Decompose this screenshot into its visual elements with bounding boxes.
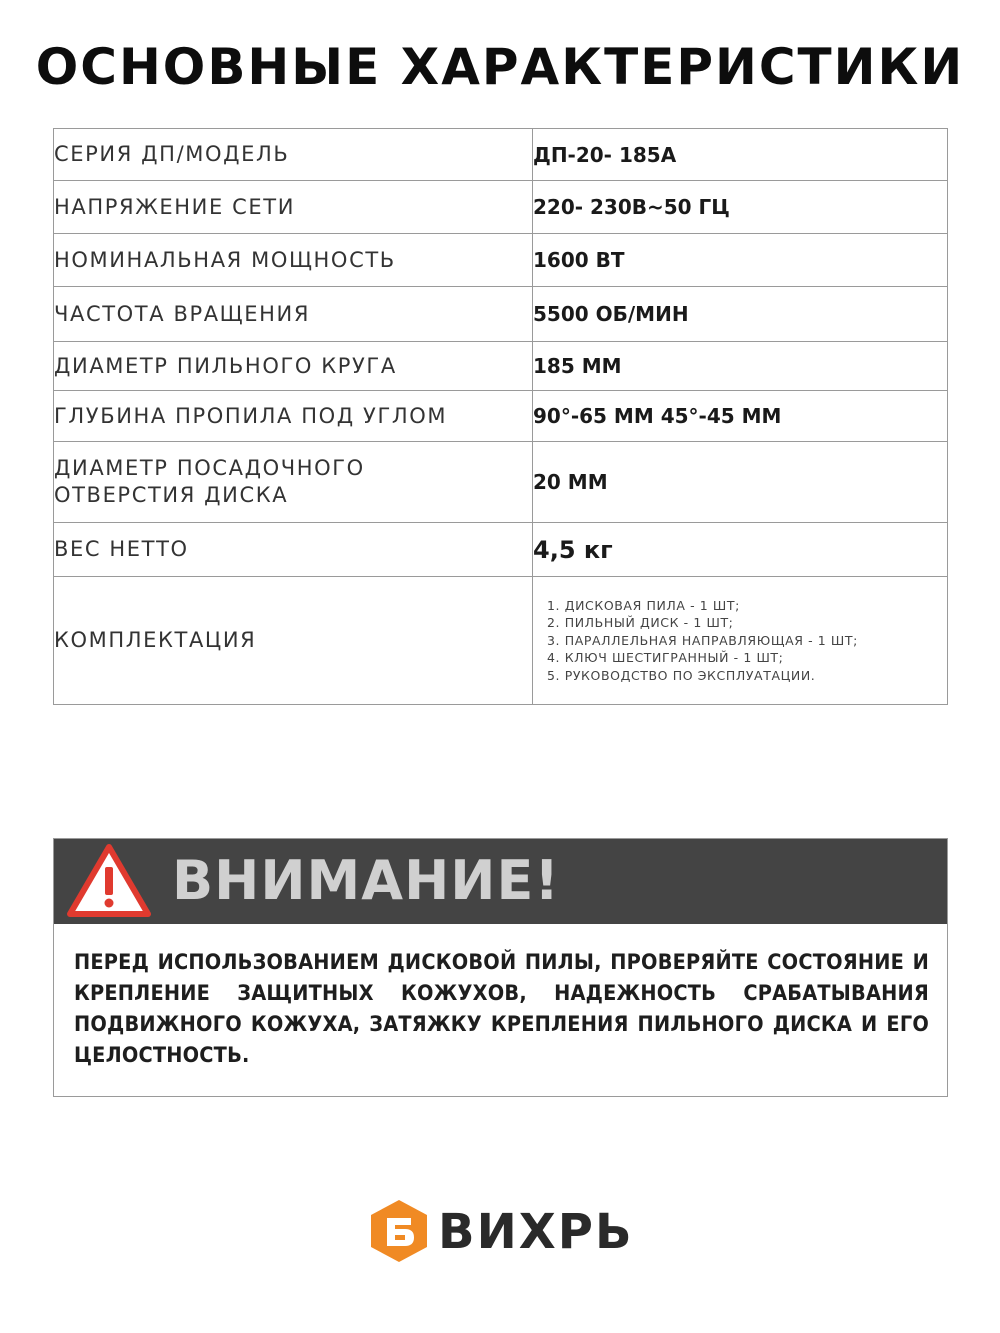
spec-label: КОМПЛЕКТАЦИЯ — [54, 577, 533, 705]
warning-box — [53, 838, 948, 1097]
spec-label: НАПРЯЖЕНИЕ СЕТИ — [54, 181, 533, 234]
table-row — [54, 391, 948, 442]
spec-value: 90°-65 ММ 45°-45 ММ — [533, 391, 948, 442]
list-item: 3. ПАРАЛЛЕЛЬНАЯ НАПРАВЛЯЮЩАЯ - 1 ШТ; — [547, 632, 858, 648]
warning-triangle-icon — [66, 843, 152, 919]
spec-label-line: ОТВЕРСТИЯ ДИСКА — [54, 483, 289, 507]
kit-cell — [533, 577, 948, 705]
warning-title: ВНИМАНИЕ! — [172, 849, 560, 912]
spec-label: НОМИНАЛЬНАЯ МОЩНОСТЬ — [54, 234, 533, 287]
spec-value: 20 ММ — [533, 442, 948, 523]
brand-hexagon-icon — [368, 1198, 430, 1264]
spec-label: ДИАМЕТР ПИЛЬНОГО КРУГА — [54, 342, 533, 391]
table-row — [54, 442, 948, 523]
spec-value: 1600 ВТ — [533, 234, 948, 287]
table-row — [54, 342, 948, 391]
table-row — [54, 523, 948, 577]
spec-label-line: ДИАМЕТР ПОСАДОЧНОГО — [54, 456, 365, 480]
spec-value: 5500 ОБ/МИН — [533, 287, 948, 342]
table-row — [54, 181, 948, 234]
spec-label: СЕРИЯ ДП/МОДЕЛЬ — [54, 129, 533, 181]
spec-value: ДП-20- 185А — [533, 129, 948, 181]
brand-logo — [368, 1198, 638, 1264]
list-item: 2. ПИЛЬНЫЙ ДИСК - 1 ШТ; — [547, 615, 734, 631]
table-row — [54, 234, 948, 287]
table-row — [54, 577, 948, 705]
spec-value: 185 ММ — [533, 342, 948, 391]
spec-value: 220- 230В~50 ГЦ — [533, 181, 948, 234]
warning-header — [54, 839, 947, 924]
table-row — [54, 129, 948, 181]
spec-value: 4,5 кг — [533, 523, 948, 577]
warning-text: ПЕРЕД ИСПОЛЬЗОВАНИЕМ ДИСКОВОЙ ПИЛЫ, ПРОВЕРЯЙТЕ СОСТОЯНИЕ И КРЕПЛЕНИЕ ЗАЩИТНЫХ КОЖУХОВ, НАДЕЖНОСТЬ СРАБАТЫВАНИЯ ПОДВИЖНОГО КОЖУХА, ЗАТЯЖКУ КРЕПЛЕНИЯ ПИЛЬНОГО ДИСКА И ЕГО ЦЕЛОСТНОСТЬ. — [74, 950, 929, 1068]
page-title: ОСНОВНЫЕ ХАРАКТЕРИСТИКИ — [35, 38, 965, 96]
spec-label: ЧАСТОТА ВРАЩЕНИЯ — [54, 287, 533, 342]
spec-label: ВЕС НЕТТО — [54, 523, 533, 577]
spec-label: ГЛУБИНА ПРОПИЛА ПОД УГЛОМ — [54, 391, 533, 442]
brand-name: ВИХРЬ — [438, 1204, 634, 1260]
table-row — [54, 287, 948, 342]
spec-label — [54, 442, 533, 523]
specs-table — [53, 128, 948, 705]
kit-list — [533, 597, 947, 685]
list-item: 4. КЛЮЧ ШЕСТИГРАННЫЙ - 1 ШТ; — [547, 650, 784, 666]
list-item: 1. ДИСКОВАЯ ПИЛА - 1 ШТ; — [547, 597, 740, 613]
list-item: 5. РУКОВОДСТВО ПО ЭКСПЛУАТАЦИИ. — [547, 667, 816, 683]
